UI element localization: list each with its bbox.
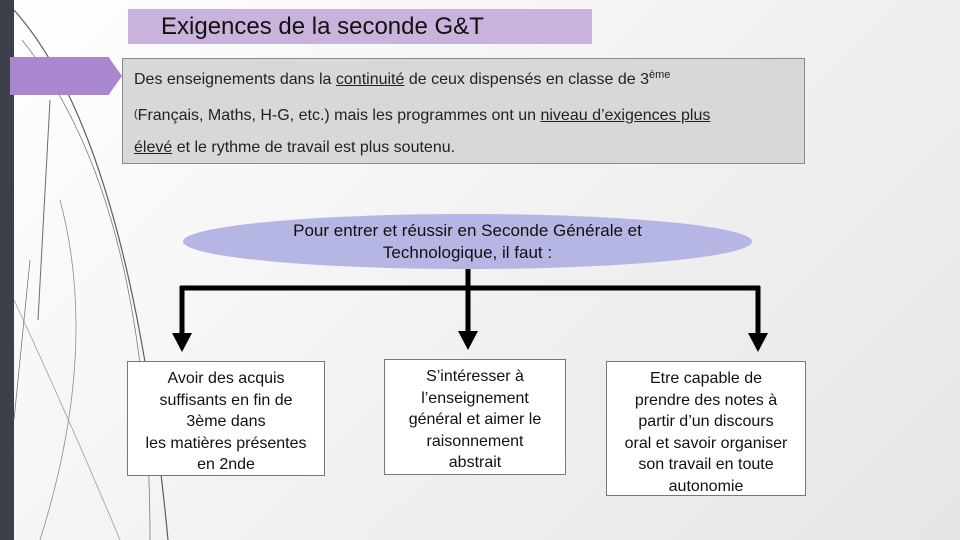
intro-text: de ceux dispensés en classe de 3 (404, 71, 650, 88)
box-line: autonomie (668, 477, 744, 495)
box-line: l’enseignement (421, 389, 529, 407)
box-line: son travail en toute (638, 456, 774, 473)
box-line: général et aimer le (408, 411, 542, 428)
arrow-head-center (458, 331, 478, 350)
arrow-head-left (172, 333, 192, 352)
intro-underlined-text: élevé (134, 139, 173, 156)
box-line: abstrait (448, 454, 502, 471)
box-line: Etre capable de (649, 370, 763, 387)
requirement-box-3 (606, 361, 806, 496)
requirement-box-2 (384, 359, 566, 475)
intro-paren: ( (134, 108, 138, 120)
intro-text: et le rythme de travail est plus soutenu. (172, 139, 456, 156)
slide-title: Exigences de la seconde G&T (128, 9, 592, 44)
box-line: raisonnement (426, 432, 524, 450)
box-line: suffisants en fin de (159, 391, 293, 409)
requirement-box-1 (127, 361, 325, 476)
box-line: prendre des notes à (634, 391, 778, 409)
box-line: 3ème dans (186, 413, 266, 430)
intro-underlined-text: niveau d’exigences plus (540, 107, 711, 124)
intro-text: Des enseignements dans la (134, 71, 336, 88)
intro-underlined-text: continuité (335, 71, 405, 88)
box-line: les matières présentes (145, 434, 307, 452)
central-text-line-1: Pour entrer et réussir en Seconde Générale et (293, 220, 642, 240)
central-text-line-2: Technologique, il faut : (382, 242, 553, 262)
arrow-head-right (748, 333, 768, 352)
intro-text: Français, Maths, H-G, etc.) mais les programmes ont un (137, 107, 541, 124)
box-line: Avoir des acquis (167, 370, 285, 387)
box-line: oral et savoir organiser (624, 434, 788, 452)
box-line: S’intéresser à (426, 368, 524, 385)
box-line: en 2nde (197, 456, 255, 473)
intro-superscript: ème (649, 69, 671, 81)
box-line: partir d’un discours (638, 413, 774, 430)
